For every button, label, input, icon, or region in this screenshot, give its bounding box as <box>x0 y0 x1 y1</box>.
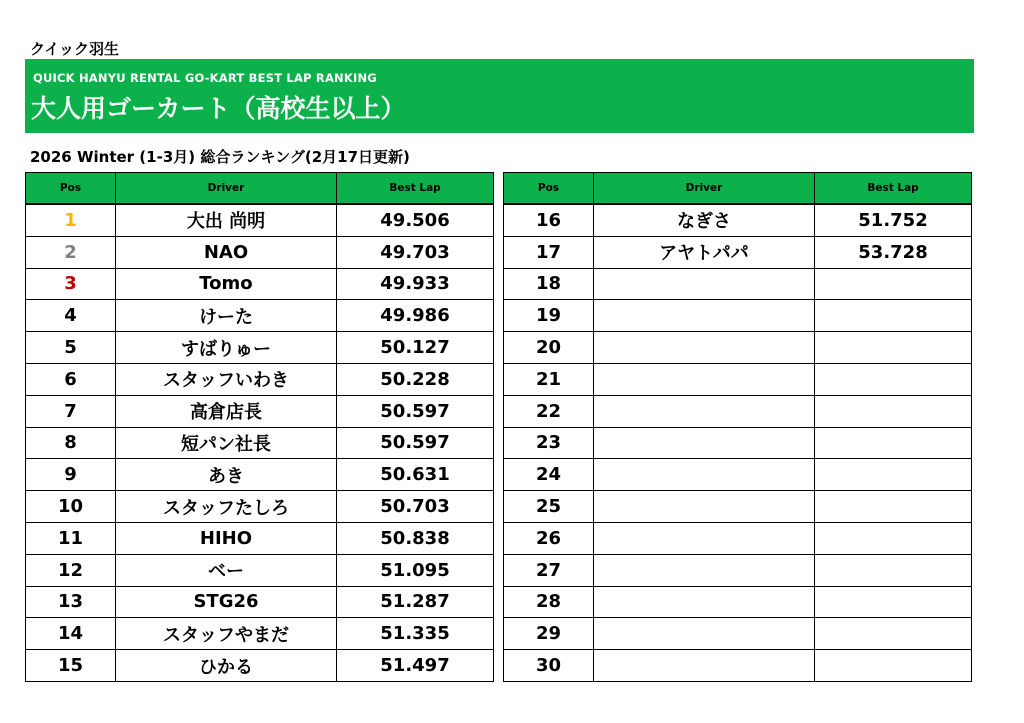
best-lap-cell: 49.933 <box>337 268 494 300</box>
pos-cell: 24 <box>504 459 594 491</box>
table-row <box>504 586 972 618</box>
banner-subtitle: QUICK HANYU RENTAL GO-KART BEST LAP RANKING <box>33 71 377 85</box>
table-header-row <box>504 173 972 205</box>
table-row <box>26 618 494 650</box>
pos-cell: 17 <box>504 236 594 268</box>
pos-cell: 9 <box>26 459 116 491</box>
driver-cell <box>594 268 815 300</box>
table-row <box>26 427 494 459</box>
best-lap-cell <box>815 363 972 395</box>
pos-cell: 13 <box>26 586 116 618</box>
header-pos: Pos <box>504 173 594 205</box>
driver-cell: アヤトパパ <box>594 236 815 268</box>
driver-cell <box>594 522 815 554</box>
best-lap-cell <box>815 395 972 427</box>
driver-cell <box>594 459 815 491</box>
driver-cell <box>594 491 815 523</box>
best-lap-cell <box>815 491 972 523</box>
best-lap-cell: 53.728 <box>815 236 972 268</box>
table-row <box>504 491 972 523</box>
header-best-lap: Best Lap <box>815 173 972 205</box>
table-row <box>26 363 494 395</box>
table-row <box>504 300 972 332</box>
table-row <box>504 650 972 682</box>
pos-cell: 8 <box>26 427 116 459</box>
driver-cell: 短パン社長 <box>116 427 337 459</box>
table-row <box>504 427 972 459</box>
table-row <box>504 204 972 236</box>
driver-cell: けーた <box>116 300 337 332</box>
header-driver: Driver <box>594 173 815 205</box>
driver-cell <box>594 554 815 586</box>
table-row <box>504 522 972 554</box>
header-pos: Pos <box>26 173 116 205</box>
driver-cell: スタッフたしろ <box>116 491 337 523</box>
pos-cell: 27 <box>504 554 594 586</box>
pos-cell: 26 <box>504 522 594 554</box>
best-lap-cell: 49.986 <box>337 300 494 332</box>
table-row <box>26 268 494 300</box>
pos-cell: 12 <box>26 554 116 586</box>
table-row <box>26 204 494 236</box>
pos-cell: 23 <box>504 427 594 459</box>
pos-cell: 30 <box>504 650 594 682</box>
best-lap-cell: 50.597 <box>337 395 494 427</box>
best-lap-cell <box>815 459 972 491</box>
driver-cell: スタッフやまだ <box>116 618 337 650</box>
best-lap-cell <box>815 300 972 332</box>
best-lap-cell <box>815 332 972 364</box>
pos-cell: 29 <box>504 618 594 650</box>
pos-cell: 14 <box>26 618 116 650</box>
title-banner <box>25 59 974 133</box>
table-row <box>26 491 494 523</box>
driver-cell: 大出 尚明 <box>116 204 337 236</box>
best-lap-cell <box>815 427 972 459</box>
pos-cell: 6 <box>26 363 116 395</box>
driver-cell <box>594 618 815 650</box>
best-lap-cell <box>815 268 972 300</box>
table-row <box>504 459 972 491</box>
driver-cell <box>594 586 815 618</box>
driver-cell: NAO <box>116 236 337 268</box>
pos-cell: 28 <box>504 586 594 618</box>
best-lap-cell: 50.228 <box>337 363 494 395</box>
driver-cell <box>594 300 815 332</box>
driver-cell: STG26 <box>116 586 337 618</box>
table-row <box>26 332 494 364</box>
best-lap-cell: 51.752 <box>815 204 972 236</box>
best-lap-cell: 51.287 <box>337 586 494 618</box>
pos-cell: 25 <box>504 491 594 523</box>
table-row <box>504 236 972 268</box>
driver-cell: ベー <box>116 554 337 586</box>
best-lap-cell: 51.497 <box>337 650 494 682</box>
pos-cell: 3 <box>26 268 116 300</box>
best-lap-cell <box>815 586 972 618</box>
table-row <box>26 650 494 682</box>
table-row <box>504 618 972 650</box>
table-row <box>26 586 494 618</box>
pos-cell: 21 <box>504 363 594 395</box>
pos-cell: 7 <box>26 395 116 427</box>
table-row <box>26 236 494 268</box>
table-row <box>504 332 972 364</box>
pos-cell: 20 <box>504 332 594 364</box>
header-driver: Driver <box>116 173 337 205</box>
header-best-lap: Best Lap <box>337 173 494 205</box>
best-lap-cell: 49.703 <box>337 236 494 268</box>
season-label: 2026 Winter (1-3月) 総合ランキング(2月17日更新) <box>30 148 410 166</box>
best-lap-cell <box>815 618 972 650</box>
best-lap-cell <box>815 650 972 682</box>
ranking-table-left <box>25 172 494 682</box>
best-lap-cell: 50.127 <box>337 332 494 364</box>
driver-cell <box>594 427 815 459</box>
table-row <box>504 363 972 395</box>
pos-cell: 4 <box>26 300 116 332</box>
best-lap-cell <box>815 554 972 586</box>
page-title: 大人用ゴーカート（高校生以上） <box>31 94 406 123</box>
driver-cell: スタッフいわき <box>116 363 337 395</box>
pos-cell: 1 <box>26 204 116 236</box>
driver-cell: すばりゅー <box>116 332 337 364</box>
best-lap-cell: 50.703 <box>337 491 494 523</box>
driver-cell <box>594 650 815 682</box>
pos-cell: 22 <box>504 395 594 427</box>
best-lap-cell: 51.335 <box>337 618 494 650</box>
driver-cell <box>594 363 815 395</box>
driver-cell: ひかる <box>116 650 337 682</box>
ranking-table-right <box>503 172 972 682</box>
pos-cell: 15 <box>26 650 116 682</box>
driver-cell <box>594 395 815 427</box>
best-lap-cell <box>815 522 972 554</box>
driver-cell: なぎさ <box>594 204 815 236</box>
driver-cell <box>594 332 815 364</box>
pos-cell: 19 <box>504 300 594 332</box>
best-lap-cell: 50.838 <box>337 522 494 554</box>
pos-cell: 11 <box>26 522 116 554</box>
driver-cell: HIHO <box>116 522 337 554</box>
driver-cell: あき <box>116 459 337 491</box>
table-row <box>26 554 494 586</box>
table-row <box>504 395 972 427</box>
pos-cell: 18 <box>504 268 594 300</box>
best-lap-cell: 50.631 <box>337 459 494 491</box>
table-row <box>26 459 494 491</box>
pos-cell: 2 <box>26 236 116 268</box>
table-row <box>26 522 494 554</box>
best-lap-cell: 50.597 <box>337 427 494 459</box>
best-lap-cell: 51.095 <box>337 554 494 586</box>
table-row <box>504 554 972 586</box>
brand-name: クイック羽生 <box>30 40 119 58</box>
driver-cell: 高倉店長 <box>116 395 337 427</box>
table-row <box>504 268 972 300</box>
pos-cell: 16 <box>504 204 594 236</box>
table-row <box>26 300 494 332</box>
pos-cell: 5 <box>26 332 116 364</box>
table-header-row <box>26 173 494 205</box>
pos-cell: 10 <box>26 491 116 523</box>
table-row <box>26 395 494 427</box>
driver-cell: Tomo <box>116 268 337 300</box>
best-lap-cell: 49.506 <box>337 204 494 236</box>
